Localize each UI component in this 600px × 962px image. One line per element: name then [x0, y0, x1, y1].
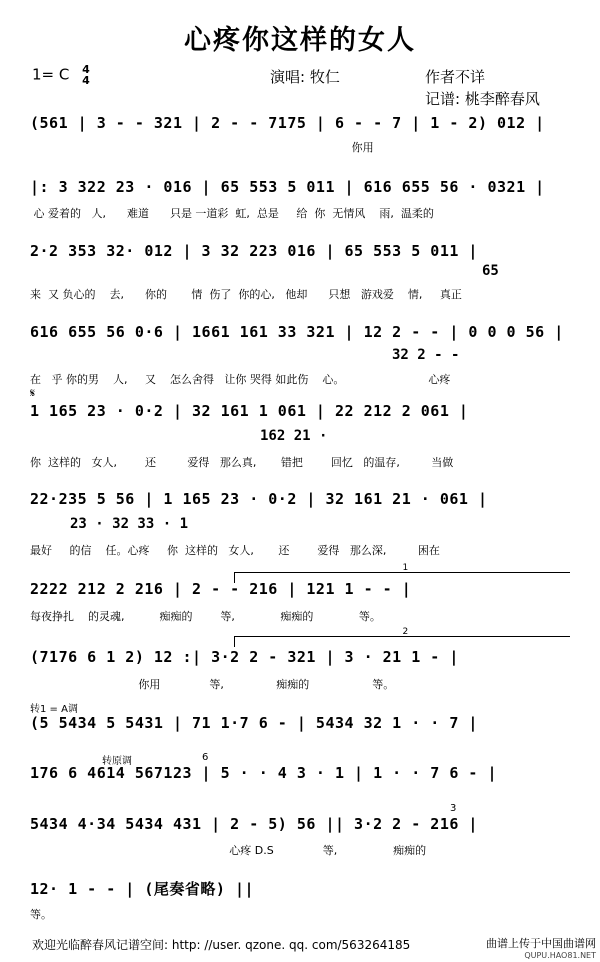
modulation-note: 转原调	[102, 756, 132, 767]
watermark-line1: 曲谱上传于中国曲谱网	[486, 937, 596, 950]
notation-line: 176 6 4614 567123 | 5 · · 4 3 · 1 | 1 · · 7 6 - |	[30, 764, 498, 782]
lyric-line: 最好 的信 任。心疼 你 这样的 女人, 还 爱得 那么深, 困在	[30, 544, 440, 557]
volta-1-label: 1	[402, 563, 409, 573]
tuplet-label: 6	[202, 752, 209, 763]
notation-line: 2222 212 2 216 | 2 - - 216 | 121 1 - - |	[30, 580, 412, 598]
alt-notation: 65	[482, 263, 499, 279]
lyric-line: 每夜挣扎 的灵魂, 痴痴的 等, 痴痴的 等。	[30, 610, 381, 623]
lyric-line: 来 又 负心的 去, 你的 情 伤了 你的心, 他却 只想 游戏爱 情, 真正	[30, 288, 462, 301]
score-system-12	[30, 878, 570, 921]
notation-line: 5434 4·34 5434 431 | 2 - 5) 56 || 3·2 2 - 216 |	[30, 815, 478, 833]
score-system-3	[30, 242, 570, 301]
notation-line: 22·235 5 56 | 1 165 23 · 0·2 | 32 161 21 · 061 |	[30, 490, 488, 508]
score-system-2	[30, 178, 570, 223]
notation-line: (561 | 3 - - 321 | 2 - - 7175 | 6 - - 7 | 1 - 2) 012 |	[30, 114, 545, 132]
score-system-5	[30, 386, 570, 469]
lyric-line: 在 乎 你的男 人, 又 怎么舍得 让你 哭得 如此伤 心。 心疼	[30, 373, 451, 386]
singer: 演唱: 牧仁	[270, 68, 340, 86]
lyric-line: 你 这样的 女人, 还 爱得 那么真, 错把 回忆 的温存, 当做	[30, 456, 454, 469]
notation-line: 1 165 23 · 0·2 | 32 161 1 061 | 22 212 2 061 |	[30, 402, 469, 420]
notation-line: 2·2 353 32· 012 | 3 32 223 016 | 65 553 5 011 |	[30, 242, 478, 260]
score-system-8	[30, 627, 570, 693]
score-system-11	[30, 803, 570, 860]
segno-icon: 𝄋	[30, 386, 36, 400]
score-system-10	[30, 752, 570, 804]
modulation-note: 转1 = A调	[30, 704, 78, 715]
lyric-line: 心疼 D.S 等, 痴痴的	[30, 844, 427, 857]
notation-line: (7176 6 1 2) 12 :| 3·2 2 - 321 | 3 · 21 1 - |	[30, 648, 459, 666]
notation-line: |: 3 322 23 · 016 | 65 553 5 011 | 616 655 56 · 0321 |	[30, 178, 545, 196]
watermark-line2: QUPU.HAO81.NET	[524, 951, 596, 960]
key-label: 1= C	[32, 65, 70, 84]
watermark	[486, 938, 596, 962]
alt-notation: 32 2 - -	[392, 347, 460, 363]
time-sig-bottom: 4	[82, 74, 90, 87]
lyric-line: 等。	[30, 908, 52, 921]
score-system-7	[30, 563, 570, 625]
page-title: 心疼你这样的女人	[184, 25, 416, 56]
footer-text: 欢迎光临醉春风记谱空间: http: //user. qzone. qq. com/563264185	[32, 938, 411, 952]
volta-2-label: 2	[402, 627, 409, 637]
lyric-line: 心 爱着的 人, 难道 只是 一道彩 虹, 总是 给 你 无情风 雨, 温柔的	[30, 207, 434, 220]
lyric-line: 你用 等, 痴痴的 等。	[30, 678, 395, 691]
score-system-9	[30, 704, 570, 754]
notation-line: 12· 1 - - | (尾奏省略) ||	[30, 880, 255, 898]
volta-bracket-2	[234, 627, 570, 647]
tuplet-label: 3	[450, 803, 457, 814]
notator: 记谱: 桃李醉春风	[425, 90, 540, 108]
score-system-6	[30, 490, 570, 555]
lyric-line: 你用	[30, 141, 374, 154]
time-signature	[82, 64, 90, 86]
score-system-4	[30, 323, 570, 386]
score-system-1	[30, 114, 570, 159]
time-sig-top: 4	[82, 63, 90, 76]
key-signature	[32, 64, 90, 86]
notation-line: (5 5434 5 5431 | 71 1·7 6 - | 5434 32 1 · · 7 |	[30, 714, 478, 732]
author: 作者不详	[425, 68, 486, 86]
alt-notation: 162 21 ·	[260, 428, 328, 444]
notation-line: 616 655 56 0·6 | 1661 161 33 321 | 12 2 - - | 0 0 0 56 |	[30, 323, 564, 341]
alt-notation: 23 · 32 33 · 1	[70, 516, 189, 532]
